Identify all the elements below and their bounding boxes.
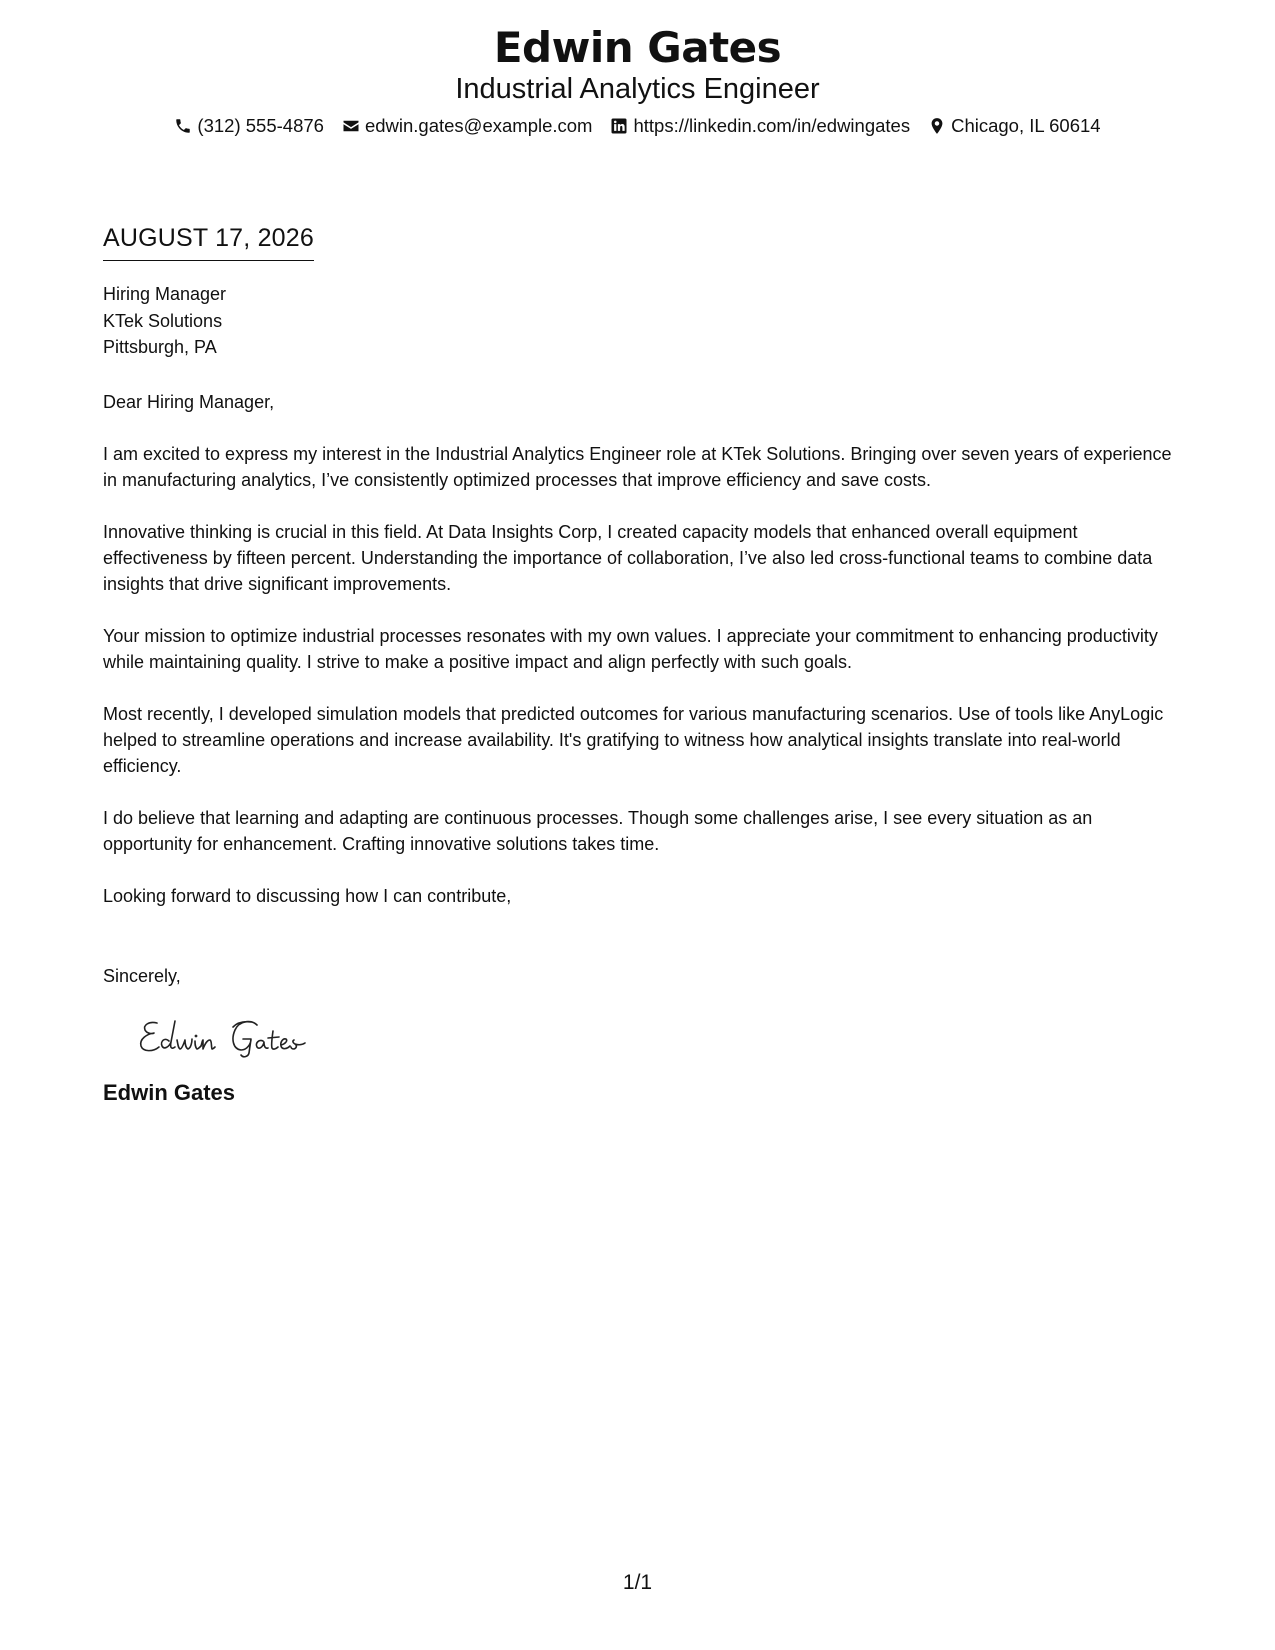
- envelope-icon: [342, 117, 360, 135]
- recipient-block: [103, 281, 1178, 361]
- phone-icon: [174, 117, 192, 135]
- letter-header: [0, 22, 1275, 138]
- signer-name: Edwin Gates: [103, 1079, 236, 1105]
- body-paragraph: I do believe that learning and adapting are continuous processes. Though some challenges arise, I see every situation as an opportunity for enhancement. Crafting innovative solutions takes time.: [103, 807, 1093, 854]
- phone-number: (312) 555-4876: [197, 115, 324, 136]
- signature-drawing: [135, 1013, 335, 1059]
- contact-email[interactable]: [342, 114, 593, 138]
- page-number: 1/1: [622, 1571, 653, 1594]
- body-paragraph: I am excited to express my interest in the Industrial Analytics Engineer role at KTek Solutions. Bringing over seven years of experience in manufacturing analytics, I’ve consistently optimized processes that improve efficiency and save costs.: [103, 443, 1172, 490]
- letter-body: [103, 222, 1178, 1107]
- applicant-name: Edwin Gates: [493, 23, 782, 72]
- contact-linkedin[interactable]: [610, 114, 910, 138]
- body-paragraph: Most recently, I developed simulation models that predicted outcomes for various manufacturing scenarios. Use of tools like AnyLogic helped to streamline operations and increase availability. It's gratifying to witness how analytical insights translate into real-world efficiency.: [103, 703, 1164, 776]
- email-address[interactable]: edwin.gates@example.com: [364, 115, 593, 136]
- applicant-job-title: Industrial Analytics Engineer: [455, 73, 820, 105]
- body-paragraph: Your mission to optimize industrial processes resonates with my own values. I appreciate your commitment to enhancing productivity while maintaining quality. I strive to make a positive impact and align perfectly with such goals.: [103, 625, 1158, 672]
- linkedin-icon: [610, 117, 628, 135]
- letter-date: AUGUST 17, 2026: [103, 222, 314, 261]
- recipient-location: Pittsburgh, PA: [103, 337, 217, 357]
- map-pin-icon: [928, 117, 946, 135]
- salutation: Dear Hiring Manager,: [103, 391, 275, 412]
- handwritten-signature: [135, 1013, 335, 1059]
- contact-phone: [174, 114, 324, 138]
- recipient-name: Hiring Manager: [103, 284, 227, 304]
- signoff: Sincerely,: [103, 965, 181, 986]
- closing-line: Looking forward to discussing how I can contribute,: [103, 885, 512, 906]
- location-text: Chicago, IL 60614: [951, 115, 1101, 136]
- linkedin-url[interactable]: https://linkedin.com/in/edwingates: [633, 115, 911, 136]
- recipient-company: KTek Solutions: [103, 310, 223, 331]
- contact-location: [928, 114, 1100, 138]
- contact-info: [0, 114, 1275, 138]
- body-paragraph: Innovative thinking is crucial in this field. At Data Insights Corp, I created capacity models that enhanced overall equipment effectiveness by fifteen percent. Understanding the importance of collaboration, I’ve also led cross-functional teams to combine data insights that drive significant improvements.: [103, 521, 1153, 594]
